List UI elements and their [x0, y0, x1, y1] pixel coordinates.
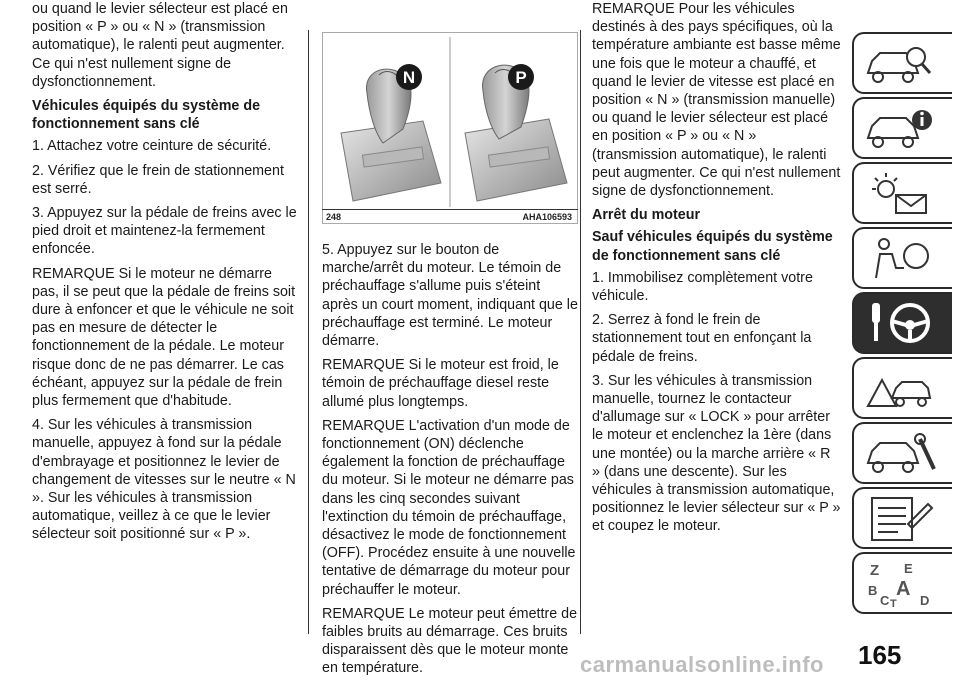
step-2: 2. Serrez à fond le frein de stationnement tout en enfonçant la pédale de freins. [592, 312, 812, 365]
svg-text:T: T [890, 598, 897, 609]
remark: REMARQUE Si le moteur ne démarre pas, il se peut que la pédale de freins soit dure à enfoncer et que le véhicule ne soit pas en mesure de détecter le fonctionnement de la pédale. Le moteur risque donc de ne pas démarrer. Le cas échéant, appuyez sur la pédale de frein plus fermement que d'habitude. [32, 265, 296, 410]
step-1: 1. Immobilisez complètement votre véhicule. [592, 269, 813, 305]
text-column-1 [32, 0, 298, 550]
svg-text:E: E [904, 561, 913, 576]
airbag-icon [862, 234, 942, 284]
svg-text:B: B [868, 583, 878, 598]
svg-text:D: D [920, 593, 930, 608]
checklist-icon [862, 494, 942, 544]
step-3: 3. Sur les véhicules à transmission manuelle, tournez le contacteur d'allumage sur « LOCK » pour arrêter le moteur et enclenchez la 1ère (dans une montée) ou la marche arrière « R » (dans une descente). Sur les véhicules à transmission automatique, positionnez le levier sélecteur sur « P » et coupez le moteur. [592, 372, 841, 535]
paragraph: ou quand le levier sélecteur est placé en position « P » ou « N » (transmission automatique), le ralenti peut augmenter. Ce qui n'est nullement signe de dysfonctionnement. [32, 1, 288, 90]
car-info-icon [862, 104, 942, 154]
key-steering-wheel-icon [862, 299, 942, 349]
tab-technical-data[interactable] [852, 487, 952, 549]
figure-caption [322, 209, 578, 223]
figure-number: 248 [326, 212, 342, 222]
subsection-heading: Sauf véhicules équipés du système de fonctionnement sans clé [592, 229, 833, 264]
car-wrench-icon [862, 429, 942, 479]
svg-text:A: A [896, 578, 911, 600]
remark: REMARQUE Le moteur peut émettre de faibles bruits au démarrage. Ces bruits disparaissent dès que le moteur monte en température. [322, 605, 578, 677]
tab-safety[interactable] [852, 227, 952, 289]
svg-text:Z: Z [870, 562, 880, 579]
section-heading: Véhicules équipés du système de fonctionnement sans clé [32, 98, 261, 133]
step-2: 2. Vérifiez que le frein de stationnement est serré. [32, 162, 284, 197]
step-1: 1. Attachez votre ceinture de sécurité. [32, 138, 272, 155]
text-column-3 [592, 0, 842, 542]
figure-code: AHA106593 [522, 212, 572, 222]
label-p: P [515, 68, 527, 87]
text-column-2 [322, 241, 578, 684]
tab-index[interactable] [852, 552, 952, 614]
gear-selector-figure [322, 32, 578, 224]
alphabet-index-icon [862, 559, 942, 609]
tab-car-info[interactable] [852, 97, 952, 159]
section-heading: Arrêt du moteur [592, 207, 701, 224]
tab-emergency[interactable] [852, 357, 952, 419]
page-number: 165 [858, 640, 902, 670]
car-search-icon [862, 39, 942, 89]
warning-triangle-icon [862, 364, 942, 414]
step-4: 4. Sur les véhicules à transmission manuelle, appuyez à fond sur la pédale d'embrayage et positionnez le levier de changement de vitesses sur le neutre « N ». Sur les véhicules à transmission automatique, veillez à ce que le levier sélecteur soit positionné sur « P ». [32, 417, 296, 543]
label-n: N [402, 68, 416, 87]
watermark: carmanualsonline.info [580, 652, 824, 677]
remark: REMARQUE Pour les véhicules destinés à des pays spécifiques, où la température ambiante est basse même une fois que le moteur a chauffé, et quand le levier de vitesse est placé en position « N » (transmission manuelle) ou quand le levier sélecteur est placé en position « P » ou « N » (transmission automatique), le ralenti peut augmenter. Ce qui n'est nullement signe de dysfonctionnement. [592, 1, 841, 200]
step-3: 3. Appuyez sur la pédale de freins avec le pied droit et maintenez-la fermement enfoncée. [32, 205, 297, 258]
column-divider [580, 30, 581, 634]
remark: REMARQUE L'activation d'un mode de fonctionnement (ON) déclenche également la fonction de préchauffage du moteur. Si le moteur ne démarre pas dans les cinq secondes suivant l'extinction du témoin de préchauffage, désactivez le mode de fonctionnement (OFF). Procédez ensuite à une nouvelle tentative de démarrage du moteur pour préchauffer le moteur. [322, 417, 576, 598]
tab-warning-lights[interactable] [852, 162, 952, 224]
tab-maintenance[interactable] [852, 422, 952, 484]
step-5: 5. Appuyez sur le bouton de marche/arrêt du moteur. Le témoin de préchauffage s'allume puis s'éteint après un court moment, indiquant que le préchauffage est terminé. Le moteur démarre. [322, 242, 578, 350]
remark: REMARQUE Si le moteur est froid, le témoin de préchauffage diesel reste allumé plus longtemps. [322, 357, 559, 410]
tab-starting-driving[interactable] [852, 292, 952, 354]
svg-text:C: C [880, 593, 890, 608]
tab-car-search[interactable] [852, 32, 952, 94]
warning-light-icon [862, 169, 942, 219]
column-divider [308, 30, 309, 634]
selector-n-illustration [341, 69, 441, 201]
